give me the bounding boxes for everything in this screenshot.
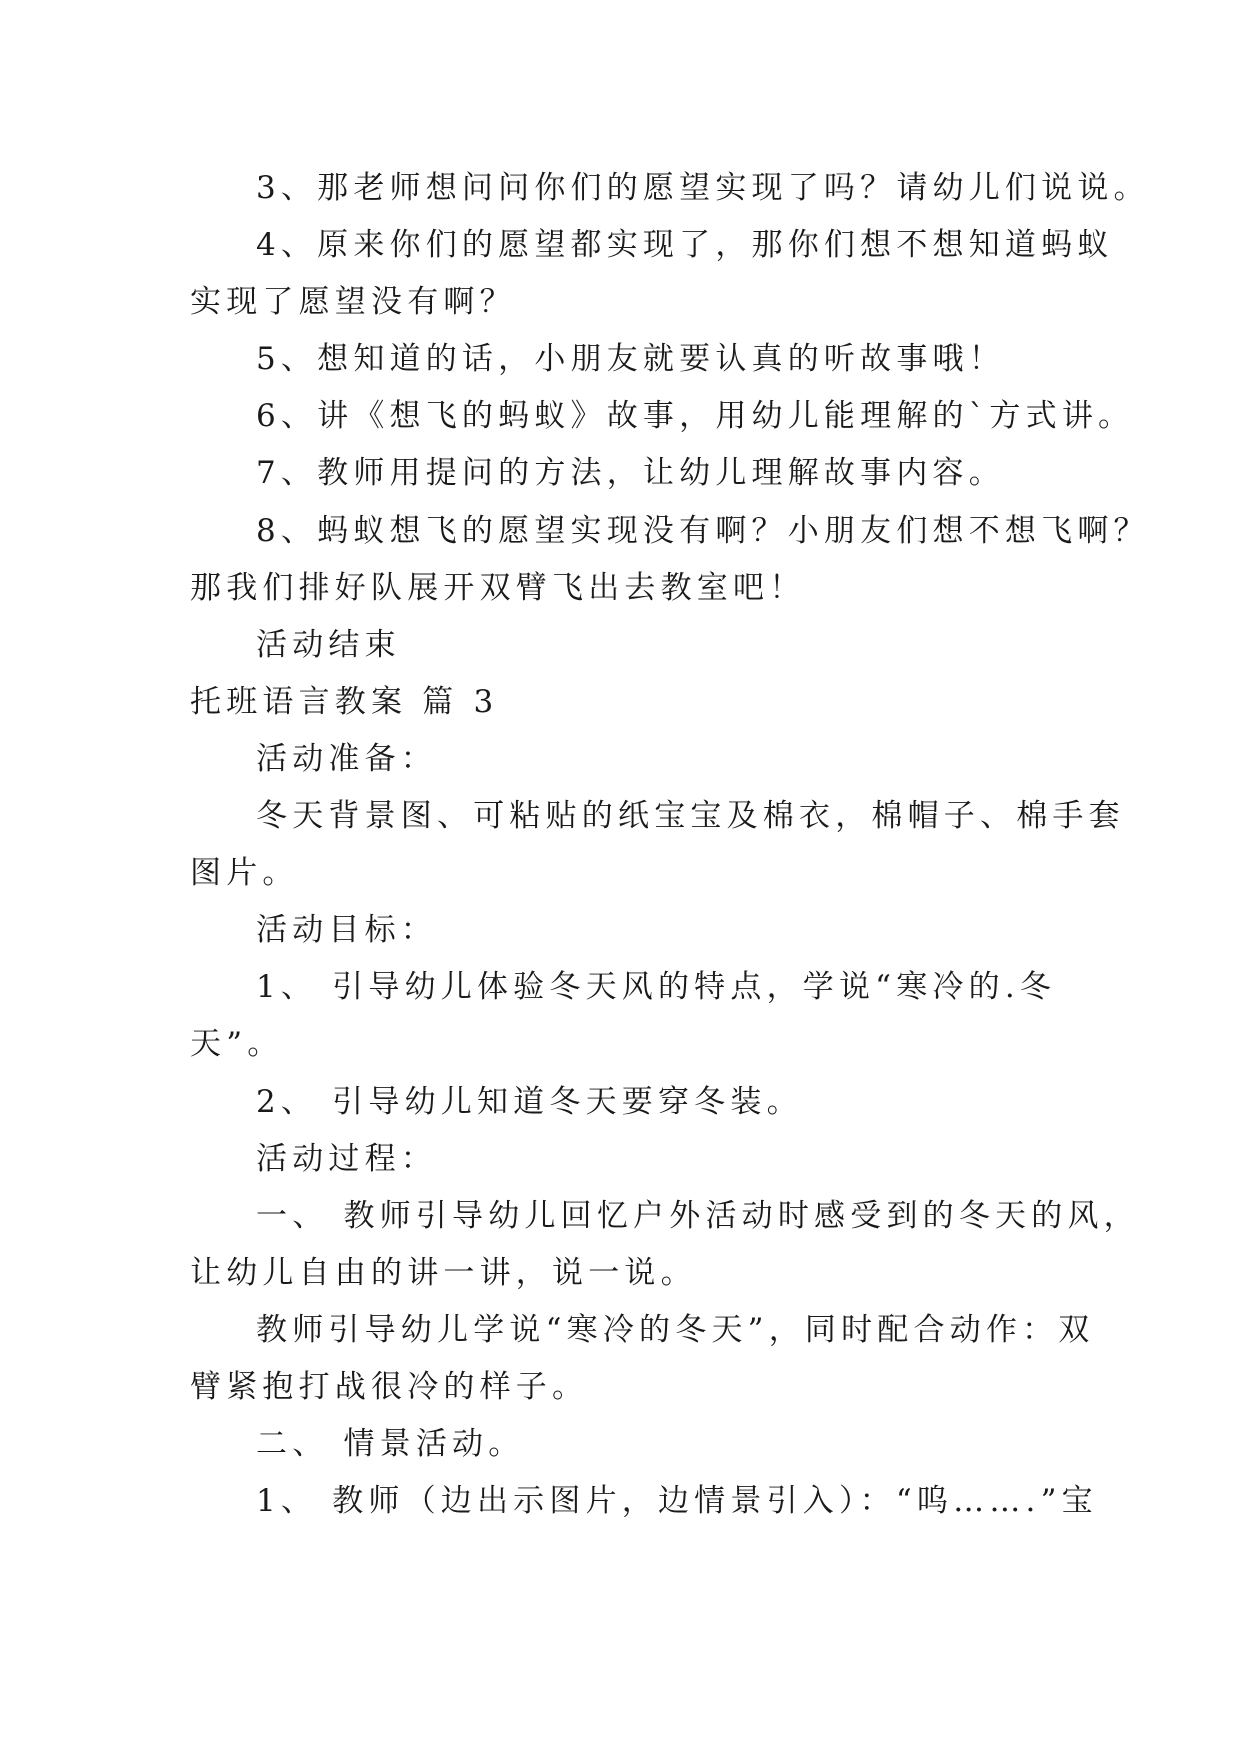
- paragraph-line: 6、讲《想飞的蚂蚁》故事，用幼儿能理解的`方式讲。: [256, 398, 1135, 434]
- paragraph-line: 5、想知道的话，小朋友就要认真的听故事哦！: [256, 341, 1005, 377]
- paragraph-line: 冬天背景图、可粘贴的纸宝宝及棉衣，棉帽子、棉手套: [256, 798, 1125, 834]
- paragraph-line: 一、 教师引导幼儿回忆户外活动时感受到的冬天的风，: [256, 1198, 1140, 1234]
- section-heading: 活动结束: [256, 627, 401, 663]
- paragraph-line: 让幼儿自由的讲一讲，说一说。: [190, 1255, 697, 1291]
- paragraph-line: 实现了愿望没有啊？: [190, 284, 516, 320]
- paragraph-line: 3、那老师想问问你们的愿望实现了吗？请幼儿们说说。: [256, 170, 1150, 206]
- paragraph-line: 2、 引导幼儿知道冬天要穿冬装。: [256, 1084, 803, 1120]
- paragraph-line: 1、 引导幼儿体验冬天风的特点，学说“寒冷的.冬: [256, 969, 1057, 1005]
- section-heading: 活动目标：: [256, 912, 437, 948]
- paragraph-line: 图片。: [190, 855, 299, 891]
- paragraph-line: 那我们排好队展开双臂飞出去教室吧！: [190, 570, 806, 606]
- article-title: 托班语言教案 篇 3: [190, 684, 499, 720]
- paragraph-line: 教师引导幼儿学说“寒冷的冬天”，同时配合动作：双: [256, 1312, 1095, 1348]
- paragraph-line: 4、原来你们的愿望都实现了，那你们想不想知道蚂蚁: [256, 227, 1114, 263]
- section-heading: 活动准备：: [256, 741, 437, 777]
- paragraph-line: 8、蚂蚁想飞的愿望实现没有啊？小朋友们想不想飞啊？: [256, 513, 1150, 549]
- paragraph-line: 臂紧抱打战很冷的样子。: [190, 1369, 589, 1405]
- paragraph-line: 天”。: [190, 1026, 284, 1062]
- paragraph-line: 二、 情景活动。: [256, 1426, 525, 1462]
- paragraph-line: 1、 教师（边出示图片，边情景引入）：“呜…….”宝: [256, 1483, 1098, 1519]
- section-heading: 活动过程：: [256, 1141, 437, 1177]
- paragraph-line: 7、教师用提问的方法，让幼儿理解故事内容。: [256, 455, 1005, 491]
